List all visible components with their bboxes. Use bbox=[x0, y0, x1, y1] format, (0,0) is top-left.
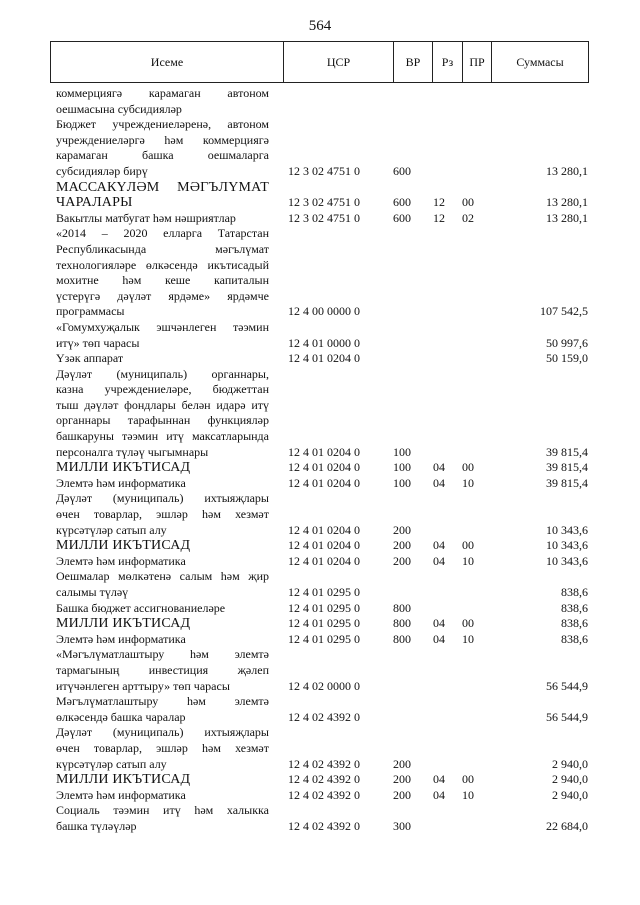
row-sum: 2 940,0 bbox=[552, 756, 588, 771]
row-sum: 22 684,0 bbox=[546, 818, 588, 833]
row-name-line: «Мәгълүматлаштыру һәм элемтә bbox=[56, 647, 269, 662]
table-header bbox=[50, 41, 589, 83]
row-name-line: оешмасына субсидияләр bbox=[56, 101, 182, 116]
header-sum: Суммасы bbox=[491, 42, 588, 82]
row-csr: 12 3 02 4751 0 bbox=[288, 195, 360, 210]
row-pr: 10 bbox=[462, 475, 474, 490]
row-pr: 00 bbox=[462, 460, 474, 475]
row-vr: 600 bbox=[393, 210, 411, 225]
row-csr: 12 4 01 0204 0 bbox=[288, 522, 360, 537]
row-name-line: «2014 – 2020 елларга Татарстан bbox=[56, 226, 269, 241]
table-row bbox=[0, 351, 640, 367]
row-pr: 10 bbox=[462, 631, 474, 646]
row-sum: 13 280,1 bbox=[546, 163, 588, 178]
row-pr: 02 bbox=[462, 210, 474, 225]
row-name-line: Мәгълүматлаштыру һәм элемтә bbox=[56, 694, 269, 709]
row-csr: 12 4 02 4392 0 bbox=[288, 772, 360, 787]
row-name-line: «Гомумхуҗалык эшчәнлеген тәэмин bbox=[56, 319, 269, 334]
row-name-line: күрсәтүләр сатып алу bbox=[56, 522, 167, 537]
table-row bbox=[0, 616, 640, 632]
row-name-line: Башка бюджет ассигнованиеләре bbox=[56, 600, 226, 615]
row-csr: 12 4 01 0204 0 bbox=[288, 460, 360, 475]
row-csr: 12 4 01 0295 0 bbox=[288, 585, 360, 599]
row-csr: 12 4 01 0204 0 bbox=[288, 553, 360, 568]
header-csr: ЦСР bbox=[283, 42, 393, 82]
row-pr: 00 bbox=[462, 772, 474, 787]
row-sum: 56 544,9 bbox=[546, 678, 588, 693]
row-vr: 200 bbox=[393, 756, 411, 771]
row-sum: 107 542,5 bbox=[540, 304, 588, 319]
row-name-line: Дәүләт (муниципаль) органнары, bbox=[56, 366, 269, 381]
header-pr: ПР bbox=[462, 42, 491, 82]
row-csr: 12 3 02 4751 0 bbox=[288, 163, 360, 178]
row-vr: 800 bbox=[393, 616, 411, 631]
row-sum: 10 343,6 bbox=[546, 522, 588, 537]
row-csr: 12 4 01 0295 0 bbox=[288, 616, 360, 631]
row-rz: 04 bbox=[433, 538, 445, 553]
row-rz: 04 bbox=[433, 787, 445, 802]
row-csr: 12 3 02 4751 0 bbox=[288, 210, 360, 225]
row-sum: 13 280,1 bbox=[546, 210, 588, 225]
table-row bbox=[0, 725, 640, 772]
row-name-line: өчен товарлар, эшләр һәм хезмәт bbox=[56, 740, 269, 755]
row-sum: 13 280,1 bbox=[546, 195, 588, 210]
row-sum: 10 343,6 bbox=[546, 553, 588, 568]
table-row bbox=[0, 632, 640, 648]
table-row bbox=[0, 117, 640, 179]
row-name-line: карамаган башка оешмаларга bbox=[56, 148, 269, 163]
row-name-line: Элемтә һәм информатика bbox=[56, 787, 186, 802]
row-vr: 800 bbox=[393, 631, 411, 646]
row-name-line: коммерциягә карамаган автоном bbox=[56, 86, 269, 100]
table-row bbox=[0, 788, 640, 804]
table-row bbox=[0, 694, 640, 725]
row-rz: 04 bbox=[433, 460, 445, 475]
row-name-line: тыш дәүләт фондлары белән идарә итү bbox=[56, 397, 269, 412]
header-name: Исеме bbox=[150, 55, 184, 69]
row-sum: 838,6 bbox=[561, 631, 588, 646]
row-name-line: органнары тарафыннан функцияләр bbox=[56, 413, 269, 428]
table-row bbox=[0, 86, 640, 117]
table-row bbox=[0, 647, 640, 694]
table-row bbox=[0, 491, 640, 538]
page-number: 564 bbox=[308, 18, 332, 34]
row-name-line: Оешмалар мөлкәтенә салым һәм җир bbox=[56, 569, 269, 584]
row-csr: 12 4 01 0204 0 bbox=[288, 538, 360, 553]
table-row bbox=[0, 320, 640, 351]
header-rz: Рз bbox=[432, 42, 462, 82]
row-name-line: персоналга түләү чыгымнары bbox=[56, 444, 209, 459]
table-row bbox=[0, 538, 640, 554]
row-sum: 39 815,4 bbox=[546, 460, 588, 475]
row-rz: 12 bbox=[433, 195, 445, 210]
row-name-line: МИЛЛИ ИКЪТИСАД bbox=[56, 460, 191, 476]
table-row bbox=[0, 772, 640, 788]
row-sum: 39 815,4 bbox=[546, 475, 588, 490]
table-body bbox=[0, 86, 640, 835]
row-csr: 12 4 02 4392 0 bbox=[288, 818, 360, 833]
row-rz: 12 bbox=[433, 210, 445, 225]
row-name-line: Дәүләт (муниципаль) ихтыяҗлары bbox=[56, 491, 269, 506]
row-name-line: МИЛЛИ ИКЪТИСАД bbox=[56, 538, 191, 554]
row-csr: 12 4 02 0000 0 bbox=[288, 678, 360, 693]
row-sum: 2 940,0 bbox=[552, 787, 588, 802]
row-sum: 838,6 bbox=[561, 600, 588, 615]
row-name-line: итү» төп чарасы bbox=[56, 335, 140, 350]
row-sum: 50 997,6 bbox=[546, 335, 588, 350]
row-name-line: өлкәсендә башка чаралар bbox=[56, 709, 186, 724]
row-name-line: Элемтә һәм информатика bbox=[56, 475, 186, 490]
row-csr: 12 4 02 4392 0 bbox=[288, 787, 360, 802]
row-name-line: мохитне һәм кеше капиталын bbox=[56, 273, 269, 288]
row-vr: 200 bbox=[393, 538, 411, 553]
row-vr: 200 bbox=[393, 522, 411, 537]
table-row bbox=[0, 211, 640, 227]
row-name-line: тармагының инвестиция җәлеп bbox=[56, 662, 269, 677]
row-sum: 838,6 bbox=[561, 616, 588, 631]
row-csr: 12 4 00 0000 0 bbox=[288, 304, 360, 319]
row-csr: 12 4 01 0204 0 bbox=[288, 351, 360, 366]
row-name-line: салымы түләү bbox=[56, 585, 129, 599]
row-vr: 200 bbox=[393, 553, 411, 568]
row-name-line: Бюджет учреждениеләренә, автоном bbox=[56, 117, 269, 132]
row-pr: 00 bbox=[462, 195, 474, 210]
table-row bbox=[0, 569, 640, 600]
row-vr: 800 bbox=[393, 600, 411, 615]
table-row bbox=[0, 367, 640, 461]
row-vr: 200 bbox=[393, 772, 411, 787]
row-name-line: МИЛЛИ ИКЪТИСАД bbox=[56, 616, 191, 632]
row-rz: 04 bbox=[433, 631, 445, 646]
row-name-line: Вакытлы матбугат һәм нәшриятлар bbox=[56, 210, 236, 225]
row-name-line: программасы bbox=[56, 304, 125, 319]
row-csr: 12 4 01 0000 0 bbox=[288, 335, 360, 350]
row-csr: 12 4 01 0204 0 bbox=[288, 475, 360, 490]
table-row bbox=[0, 180, 640, 211]
row-name-line: өчен товарлар, эшләр һәм хезмәт bbox=[56, 507, 269, 522]
row-rz: 04 bbox=[433, 553, 445, 568]
row-vr: 100 bbox=[393, 475, 411, 490]
row-rz: 04 bbox=[433, 475, 445, 490]
table-row bbox=[0, 601, 640, 617]
row-name-line: Үзәк аппарат bbox=[56, 351, 124, 366]
row-sum: 10 343,6 bbox=[546, 538, 588, 553]
row-vr: 200 bbox=[393, 787, 411, 802]
header-vr: ВР bbox=[393, 42, 432, 82]
row-name-line: Социаль тәэмин итү һәм халыкка bbox=[56, 803, 269, 818]
row-name-line: үстерүгә дәүләт ярдәме» ярдәмче bbox=[56, 288, 269, 303]
row-name-line: башка түләүләр bbox=[56, 818, 137, 833]
row-csr: 12 4 01 0204 0 bbox=[288, 444, 360, 459]
row-name-line: итүчәнлеген арттыру» төп чарасы bbox=[56, 678, 230, 693]
table-row bbox=[0, 226, 640, 320]
row-vr: 100 bbox=[393, 460, 411, 475]
row-pr: 10 bbox=[462, 787, 474, 802]
row-name-line: учреждениеләргә һәм коммерциягә bbox=[56, 132, 269, 147]
row-name-line: МИЛЛИ ИКЪТИСАД bbox=[56, 772, 191, 788]
row-sum: 50 159,0 bbox=[546, 351, 588, 366]
row-sum: 2 940,0 bbox=[552, 772, 588, 787]
row-sum: 56 544,9 bbox=[546, 709, 588, 724]
row-name-line: субсидияләр бирү bbox=[56, 163, 148, 178]
row-name-line: күрсәтүләр сатып алу bbox=[56, 756, 167, 771]
row-vr: 600 bbox=[393, 195, 411, 210]
row-csr: 12 4 01 0295 0 bbox=[288, 631, 360, 646]
row-csr: 12 4 02 4392 0 bbox=[288, 756, 360, 771]
row-vr: 600 bbox=[393, 163, 411, 178]
row-pr: 00 bbox=[462, 616, 474, 631]
row-sum: 39 815,4 bbox=[546, 444, 588, 459]
table-row bbox=[0, 803, 640, 834]
row-name-line: технологияләре өлкәсендә икътисадый bbox=[56, 257, 269, 272]
row-csr: 12 4 02 4392 0 bbox=[288, 709, 360, 724]
row-name-line: МАССАКҮЛӘМ МӘГЪЛҮМАТ bbox=[56, 179, 269, 195]
row-sum: 838,6 bbox=[561, 585, 588, 599]
table-row bbox=[0, 460, 640, 476]
row-name-line: Дәүләт (муниципаль) ихтыяҗлары bbox=[56, 725, 269, 740]
row-name-line: Республикасында мәгълүмат bbox=[56, 241, 269, 256]
table-row bbox=[0, 554, 640, 570]
row-name-line: казна учреждениеләре, бюджеттан bbox=[56, 382, 269, 397]
table-row bbox=[0, 476, 640, 492]
row-name-line: ЧАРАЛАРЫ bbox=[56, 195, 133, 211]
row-name-line: Элемтә һәм информатика bbox=[56, 631, 186, 646]
row-csr: 12 4 01 0295 0 bbox=[288, 600, 360, 615]
row-pr: 10 bbox=[462, 553, 474, 568]
row-name-line: башкаруны тәэмин итү максатларында bbox=[56, 429, 269, 444]
row-rz: 04 bbox=[433, 616, 445, 631]
row-vr: 100 bbox=[393, 444, 411, 459]
row-pr: 00 bbox=[462, 538, 474, 553]
row-vr: 300 bbox=[393, 818, 411, 833]
row-name-line: Элемтә һәм информатика bbox=[56, 553, 186, 568]
row-rz: 04 bbox=[433, 772, 445, 787]
